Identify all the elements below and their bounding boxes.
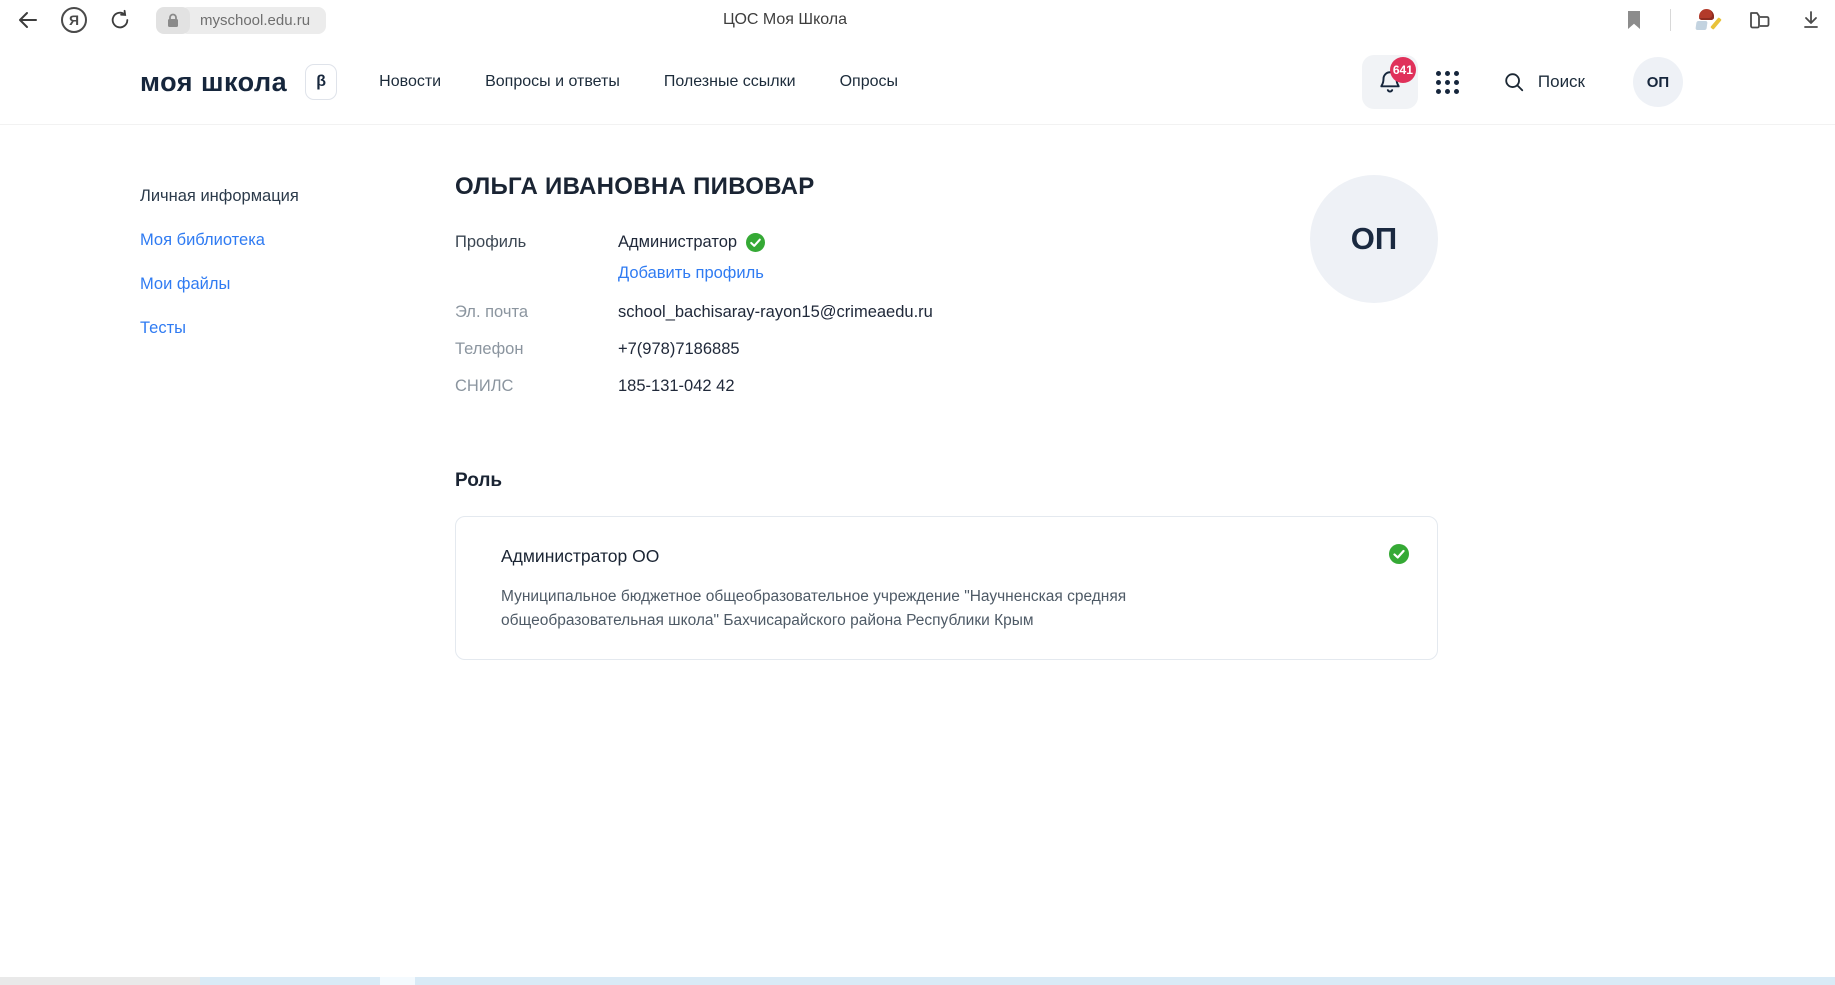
role-card xyxy=(455,516,1438,660)
secure-lock-icon[interactable] xyxy=(156,7,190,34)
footer-edge-blue-segment xyxy=(200,977,380,985)
toolbar-divider xyxy=(1670,9,1671,31)
main-navigation xyxy=(379,73,898,91)
add-profile-link[interactable]: Добавить профиль xyxy=(618,264,1440,283)
tabs-panel-button[interactable] xyxy=(1743,4,1775,36)
reload-icon xyxy=(109,9,131,31)
phone-label: Телефон xyxy=(455,340,524,358)
back-arrow-icon xyxy=(16,8,40,32)
browser-toolbar xyxy=(0,0,1835,40)
role-section-title: Роль xyxy=(455,470,503,491)
email-value: school_bachisaray-rayon15@crimeaedu.ru xyxy=(618,303,933,321)
email-row xyxy=(455,303,1440,322)
apps-grid-button[interactable] xyxy=(1436,71,1459,94)
profile-label: Профиль xyxy=(455,233,527,251)
footer-edge-blue-segment xyxy=(415,977,1835,985)
download-icon xyxy=(1801,10,1821,30)
site-header xyxy=(0,40,1835,125)
bookmark-icon xyxy=(1625,10,1643,30)
profile-main xyxy=(455,173,1440,414)
back-button[interactable] xyxy=(12,4,44,36)
yandex-browser-button[interactable] xyxy=(58,4,90,36)
reload-button[interactable] xyxy=(104,4,136,36)
page-content xyxy=(0,125,1835,977)
site-logo[interactable] xyxy=(140,64,337,100)
notifications-button[interactable] xyxy=(1362,55,1418,109)
beta-badge: β xyxy=(305,64,337,100)
profile-value: Администратор xyxy=(618,233,738,251)
search-button[interactable] xyxy=(1503,71,1585,93)
extension-icon xyxy=(1696,9,1718,31)
role-section xyxy=(455,470,1438,660)
search-icon xyxy=(1503,71,1525,93)
address-bar[interactable] xyxy=(156,7,326,34)
user-avatar-button[interactable]: ОП xyxy=(1633,57,1683,107)
yandex-logo-icon: Я xyxy=(61,7,87,33)
logo-text: моя школа xyxy=(140,66,288,97)
role-card-title: Администратор ОО xyxy=(501,546,660,566)
profile-row xyxy=(455,233,1440,252)
nav-item-links[interactable]: Полезные ссылки xyxy=(663,73,796,90)
sidebar-item-tests[interactable]: Тесты xyxy=(140,319,299,338)
role-card-description: Муниципальное бюджетное общеобразовательное учреждение "Научненская средняя общеобразовательная школа" Бахчисарайского района Республики Крым xyxy=(501,588,1127,629)
bookmark-button[interactable] xyxy=(1618,4,1650,36)
nav-item-surveys[interactable]: Опросы xyxy=(839,73,898,90)
sidebar-item-my-library[interactable]: Моя библиотека xyxy=(140,231,299,250)
sidebar-item-my-files[interactable]: Мои файлы xyxy=(140,275,299,294)
profile-sidebar xyxy=(140,187,299,338)
downloads-button[interactable] xyxy=(1795,4,1827,36)
snils-label: СНИЛС xyxy=(455,377,514,395)
role-active-check-icon xyxy=(1389,544,1409,564)
header-actions xyxy=(1362,55,1683,109)
footer-edge-light-segment xyxy=(380,977,415,985)
verified-check-icon xyxy=(746,233,765,252)
phone-value: +7(978)7186885 xyxy=(618,340,740,358)
person-full-name: ОЛЬГА ИВАНОВНА ПИВОВАР xyxy=(455,173,815,200)
browser-nav-controls xyxy=(0,4,326,36)
profile-avatar: ОП xyxy=(1310,175,1438,303)
extension-button[interactable] xyxy=(1691,4,1723,36)
nav-item-news[interactable]: Новости xyxy=(379,73,442,90)
snils-value: 185-131-042 42 xyxy=(618,377,735,395)
search-label: Поиск xyxy=(1537,72,1585,91)
snils-row xyxy=(455,377,1440,396)
url-text[interactable]: myschool.edu.ru xyxy=(180,7,326,34)
footer-edge-gray-segment xyxy=(0,977,200,985)
notifications-count-badge: 641 xyxy=(1390,57,1416,83)
sidebar-item-personal-info[interactable]: Личная информация xyxy=(140,187,299,205)
phone-row xyxy=(455,340,1440,359)
profile-fields xyxy=(455,233,1440,414)
footer-edge xyxy=(0,977,1835,985)
page-title: ЦОС Моя Школа xyxy=(722,11,848,28)
nav-item-faq[interactable]: Вопросы и ответы xyxy=(485,73,620,90)
tabs-icon xyxy=(1747,9,1771,31)
browser-action-icons xyxy=(1618,0,1827,40)
email-label: Эл. почта xyxy=(455,303,529,321)
